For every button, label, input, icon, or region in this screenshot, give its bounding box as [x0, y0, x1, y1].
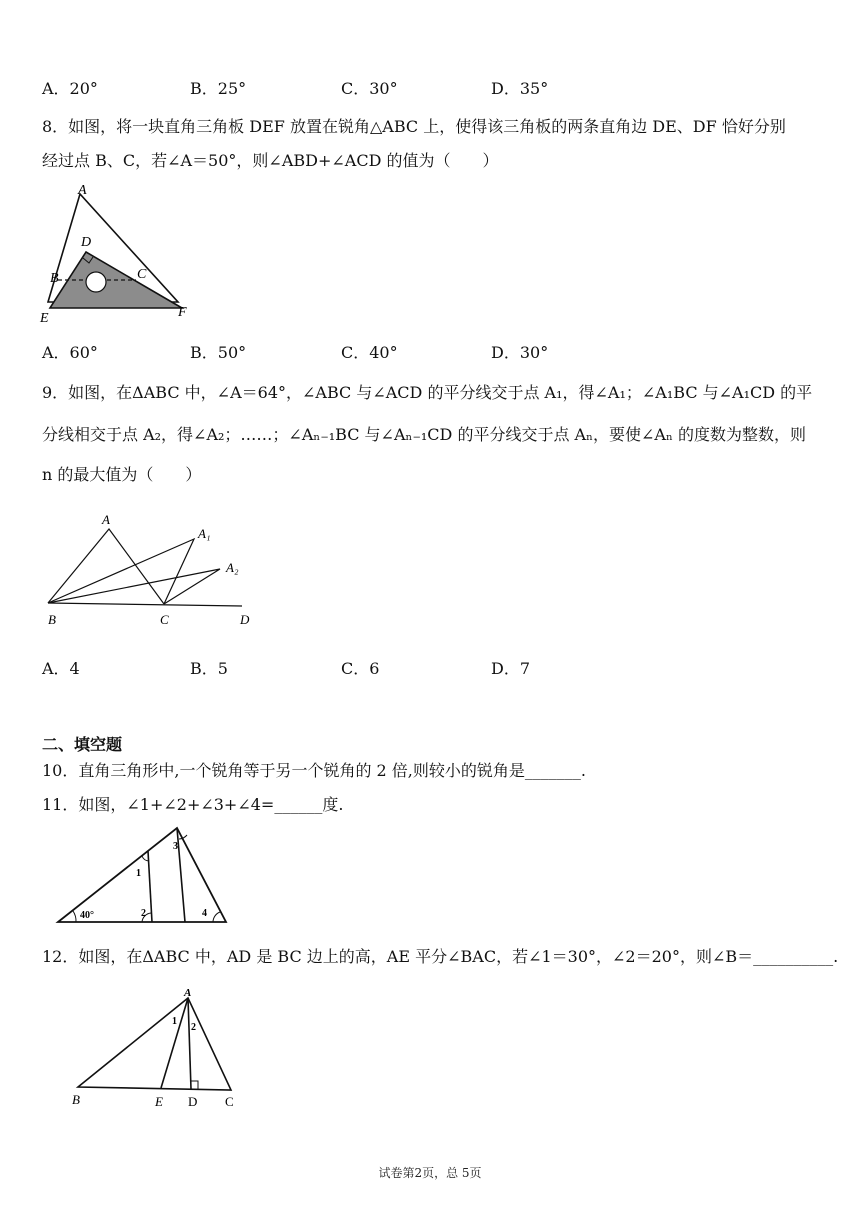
- q9-figure: [36, 508, 262, 630]
- q12-text: 12．如图，在ΔABC 中，AD 是 BC 边上的高，AE 平分∠BAC，若∠1＝30°，∠2＝20°，则∠B＝__________.: [42, 947, 839, 966]
- q9-option-b: B．5: [190, 659, 228, 678]
- q12-label-b: B: [72, 1092, 80, 1107]
- q12-label-e: E: [155, 1094, 163, 1109]
- q8-option-c: C．40°: [341, 343, 398, 362]
- q12-label-d: D: [188, 1094, 198, 1109]
- q12-label-a: A: [184, 987, 192, 999]
- q9-label-b: B: [48, 612, 56, 627]
- q7-option-b: B．25°: [190, 79, 247, 98]
- q8-label-f: F: [178, 305, 187, 320]
- q11-label-2: 2: [141, 908, 146, 919]
- q12-label-1: 1: [172, 1016, 177, 1027]
- q7-option-d: D．35°: [491, 79, 549, 98]
- q8-option-b: B．50°: [190, 343, 247, 362]
- q12-label-2: 2: [191, 1022, 196, 1033]
- page-footer: 试卷第2页，总 5页: [378, 1166, 482, 1180]
- q8-label-b: B: [50, 271, 59, 286]
- q8-label-e: E: [40, 311, 49, 326]
- q8-label-c: C: [137, 267, 147, 282]
- section-title: 二、填空题: [42, 735, 123, 754]
- q11-figure: [40, 822, 236, 928]
- q8-option-d: D．30°: [491, 343, 549, 362]
- q8-option-a: A．60°: [42, 343, 98, 362]
- q9-text-line1: 9．如图，在ΔABC 中，∠A＝64°，∠ABC 与∠ACD 的平分线交于点 A₁，得∠A₁；∠A₁BC 与∠A₁CD 的平: [42, 383, 813, 402]
- q8-label-d: D: [81, 235, 92, 250]
- q8-text-line2: 经过点 B、C，若∠A＝50°，则∠ABD+∠ACD 的值为（ ）: [42, 151, 499, 170]
- q12-figure: [64, 984, 254, 1112]
- q11-text: 11．如图，∠1+∠2+∠3+∠4=______度.: [42, 795, 344, 814]
- q9-text-line3: n 的最大值为（ ）: [42, 465, 202, 484]
- q8-label-a: A: [78, 184, 87, 198]
- q9-label-a1: A₁: [198, 526, 211, 541]
- q7-option-a: A．20°: [42, 79, 98, 98]
- q9-label-a: A: [102, 512, 110, 527]
- q7-option-c: C．30°: [341, 79, 398, 98]
- q11-label-3: 3: [173, 841, 178, 852]
- q9-option-c: C．6: [341, 659, 380, 678]
- q9-label-d: D: [240, 612, 250, 627]
- q9-text-line2: 分线相交于点 A₂，得∠A₂；……；∠Aₙ₋₁BC 与∠Aₙ₋₁CD 的平分线交于点 Aₙ，要使∠Aₙ 的度数为整数，则: [42, 425, 806, 444]
- q8-text-line1: 8．如图，将一块直角三角板 DEF 放置在锐角△ABC 上，使得该三角板的两条直角边 DE、DF 恰好分别: [42, 117, 786, 136]
- q9-option-a: A．4: [42, 659, 80, 678]
- q11-label-4: 4: [202, 908, 207, 919]
- q11-label-1: 1: [136, 868, 141, 879]
- q9-label-a2: A₂: [226, 560, 239, 575]
- q11-label-angle: 40°: [80, 910, 94, 921]
- q10-text: 10．直角三角形中,一个锐角等于另一个锐角的 2 倍,则较小的锐角是_______.: [42, 761, 586, 780]
- q9-option-d: D．7: [491, 659, 531, 678]
- q12-label-c: C: [225, 1094, 234, 1109]
- q8-figure: [36, 184, 196, 326]
- q9-label-c: C: [160, 612, 169, 627]
